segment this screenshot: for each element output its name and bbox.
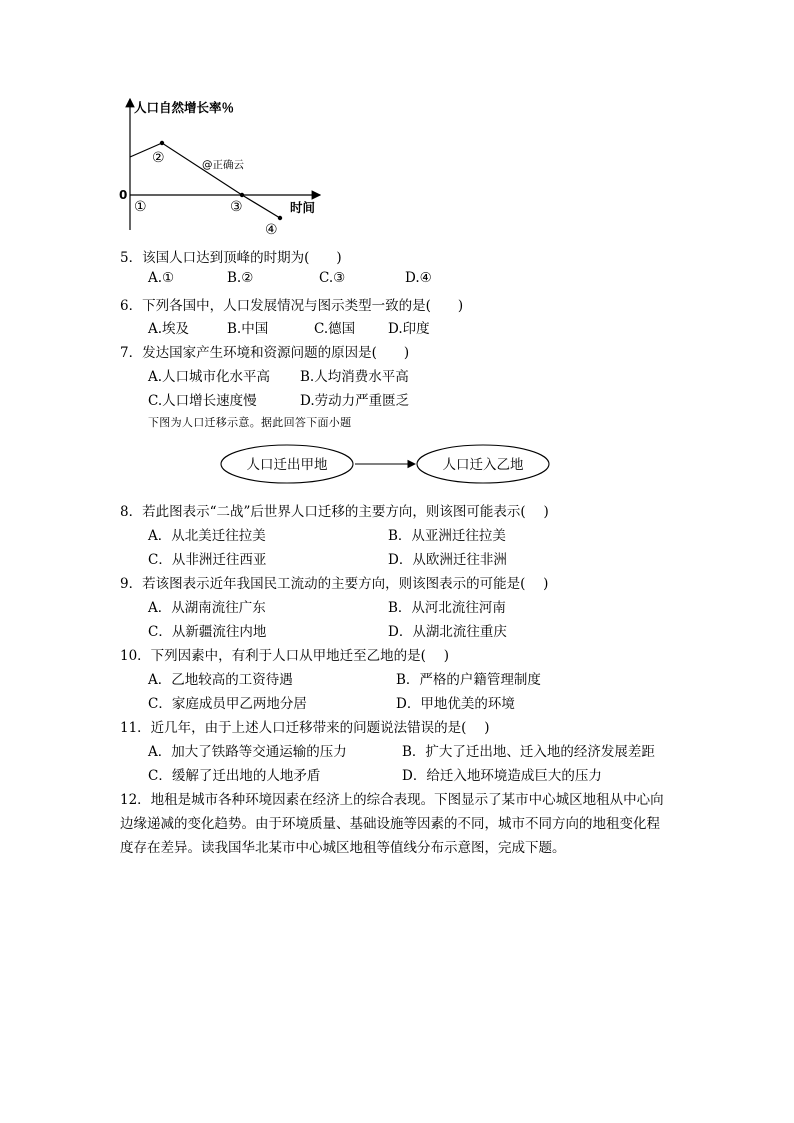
q9-option-b: B．从河北流往河南	[388, 600, 506, 616]
growth-rate-figure	[110, 95, 340, 240]
q7-option-d: D.劳动力严重匮乏	[300, 393, 410, 409]
q8-option-d: D．从欧洲迁往非洲	[388, 552, 507, 568]
q6-stem: 6．下列各国中，人口发展情况与图示类型一致的是( )	[120, 298, 464, 314]
q12-line-2: 边缘递减的变化趋势。由于环境质量、基础设施等因素的不同，城市不同方向的地租变化程	[120, 816, 660, 832]
migration-intro: 下图为人口迁移示意。据此回答下面小题	[148, 416, 352, 429]
q7-option-c: C.人口增长速度慢	[148, 393, 257, 409]
q12-line-3: 度存在差异。读我国华北某市中心城区地租等值线分布示意图，完成下题。	[120, 840, 566, 856]
origin-label: 人口迁出甲地	[246, 457, 328, 473]
q11-option-b: B．扩大了迁出地、迁入地的经济发展差距	[402, 744, 655, 760]
q11-stem: 11．近几年，由于上述人口迁移带来的问题说法错误的是( )	[120, 720, 490, 736]
q8-option-a: A．从北美迁往拉美	[148, 528, 266, 544]
q8-stem: 8．若此图表示“二战”后世界人口迁移的主要方向，则该图可能表示( )	[120, 504, 549, 520]
q10-option-b: B．严格的户籍管理制度	[396, 672, 541, 688]
q11-option-c: C．缓解了迁出地的人地矛盾	[148, 768, 321, 784]
q6-option-a: A.埃及	[148, 321, 190, 337]
q5-option-d: D.④	[405, 270, 432, 286]
q11-option-d: D．给迁入地环境造成巨大的压力	[402, 768, 602, 784]
q9-stem: 9．若该图表示近年我国民工流动的主要方向，则该图表示的可能是( )	[120, 576, 549, 592]
point-label-3: ③	[230, 199, 243, 215]
y-axis-label: 人口自然增长率％	[134, 100, 235, 115]
q5-option-b: B.②	[227, 270, 254, 286]
q10-option-d: D．甲地优美的环境	[396, 696, 515, 712]
q10-stem: 10．下列因素中，有利于人口从甲地迁至乙地的是( )	[120, 648, 450, 664]
q8-option-b: B．从亚洲迁往拉美	[388, 528, 506, 544]
point-label-4: ④	[265, 222, 278, 238]
q5-stem: 5．该国人口达到顶峰的时期为( )	[120, 250, 342, 266]
q8-option-c: C．从非洲迁往西亚	[148, 552, 267, 568]
q10-option-c: C．家庭成员甲乙两地分居	[148, 696, 307, 712]
q9-option-c: C．从新疆流往内地	[148, 624, 267, 640]
point-2-dot	[160, 141, 164, 145]
q9-option-d: D．从湖北流往重庆	[388, 624, 507, 640]
x-axis-label: 时间	[290, 200, 316, 215]
q10-option-a: A．乙地较高的工资待遇	[148, 672, 293, 688]
point-4-dot	[278, 216, 282, 220]
point-3-dot	[240, 193, 244, 197]
q7-option-b: B.人均消费水平高	[300, 369, 409, 385]
q5-option-a: A.①	[148, 270, 175, 286]
migration-diagram	[215, 441, 555, 487]
q7-stem: 7．发达国家产生环境和资源问题的原因是( )	[120, 345, 410, 361]
point-label-1: ①	[134, 199, 147, 215]
q6-option-d: D.印度	[388, 321, 430, 337]
q9-option-a: A．从湖南流往广东	[148, 600, 266, 616]
origin-label: 0	[119, 188, 128, 202]
q12-line-1: 12．地租是城市各种环境因素在经济上的综合表现。下图显示了某市中心城区地租从中心向	[120, 792, 664, 808]
point-label-2: ②	[152, 150, 165, 166]
watermark: @正确云	[202, 159, 244, 171]
q7-option-a: A.人口城市化水平高	[148, 369, 271, 385]
destination-label: 人口迁入乙地	[442, 457, 524, 473]
q6-option-c: C.德国	[314, 321, 356, 337]
q11-option-a: A．加大了铁路等交通运输的压力	[148, 744, 347, 760]
q5-option-c: C.③	[319, 270, 346, 286]
q6-option-b: B.中国	[227, 321, 269, 337]
